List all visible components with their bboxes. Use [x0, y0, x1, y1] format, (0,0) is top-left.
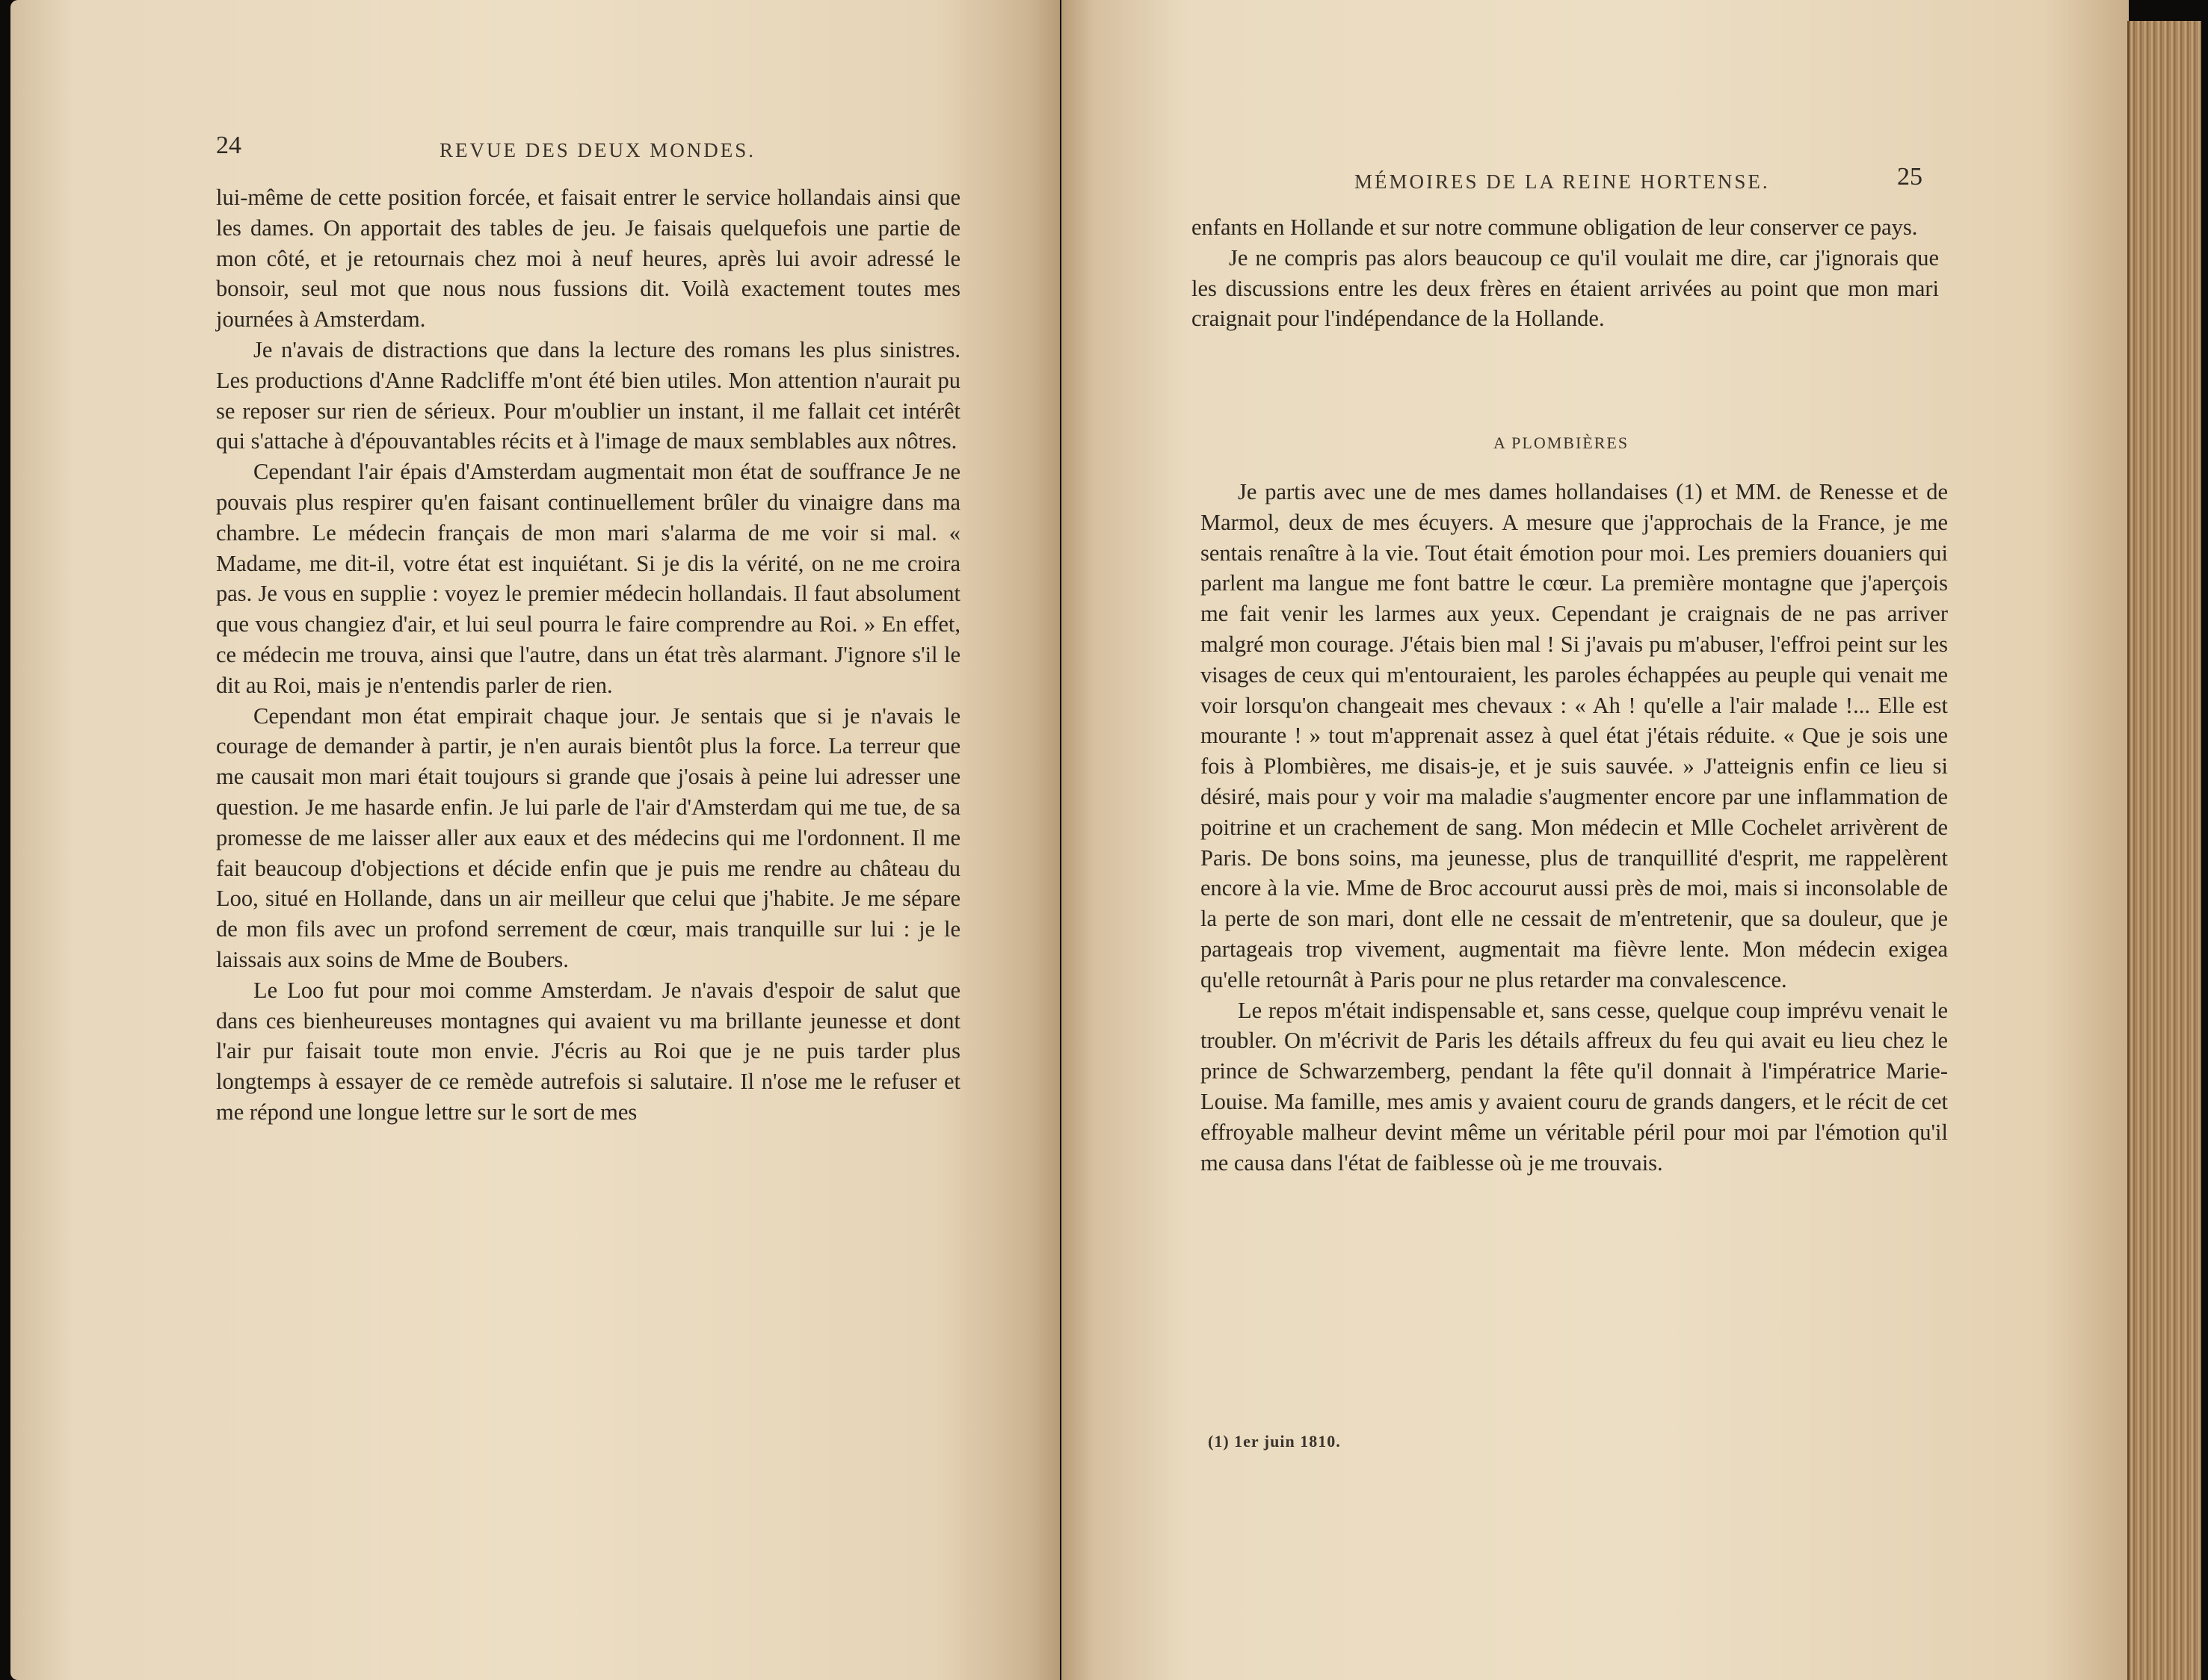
left-paragraph-4: Cependant mon état empirait chaque jour. Je sentais que si je n'avais le courage de demander à partir, je n'en aurais bientôt plus la force. La terreur que me causait mon mari était toujours si grande que j'osais à peine lui adresser une question. Je me hasarde enfin. Je lui parle de l'air d'Amsterdam qui me tue, de sa promesse de me laisser aller aux eaux et des médecins qui me l'ordonnent. Il me fait beaucoup d'objections et décide enfin que je puis me rendre au château du Loo, situé en Hollande, dans un air meilleur que celui que j'habite. Je me sépare de mon fils avec un profond serrement de cœur, mais tranquille sur lui : je le laissais aux soins de Mme de Boubers.	[216, 702, 960, 972]
left-page-number: 24	[216, 132, 241, 159]
left-paragraph-2: Je n'avais de distractions que dans la lecture des romans les plus sinistres. Les productions d'Anne Radcliffe m'ont été bien utiles. Mon attention n'aurait pu se reposer sur rien de sérieux. Pour m'oublier un instant, il me fallait cet intérêt qui s'attache à d'épouvantables récits et à l'image de maux semblables aux nôtres.	[216, 336, 960, 454]
right-page-number: 25	[1897, 163, 1922, 191]
right-paragraph-1: enfants en Hollande et sur notre commune obligation de leur conserver ce pays.	[1191, 214, 1918, 240]
right-running-head: MÉMOIRES DE LA REINE HORTENSE.	[1354, 170, 1770, 193]
left-paragraph-3: Cependant l'air épais d'Amsterdam augmentait mon état de souffrance Je ne pouvais plus respirer qu'en faisant continuellement brûler du vinaigre dans ma chambre. Le médecin français de mon mari s'alarma de me voir si mal. « Madame, me dit-il, votre état est inquiétant. Si je dis la vérité, on ne me croira pas. Je vous en supplie : voyez le premier médecin hollandais. Il faut absolument que vous changiez d'air, et lui seul pourra le faire comprendre au Roi. » En effet, ce médecin me trouva, ainsi que l'autre, dans un état très alarmant. J'ignore s'il le dit au Roi, mais je n'entendis parler de rien.	[216, 459, 960, 698]
right-paragraph-2: Je ne compris pas alors beaucoup ce qu'il voulait me dire, car j'ignorais que les discussions entre les deux frères en étaient arrivées au point que mon mari craignait pour l'indépendance de la Hollande.	[1191, 244, 1939, 332]
right-page-text-bottom	[1200, 477, 1948, 1178]
section-title: A PLOMBIÈRES	[1493, 433, 1629, 452]
right-paragraph-4: Le repos m'était indispensable et, sans cesse, quelque coup imprévu venait le troubler. On m'écrivit de Paris les détails affreux du feu qui avait eu lieu chez le prince de Schwarzemberg, pendant la fête qu'il donnait à l'impératrice Marie-Louise. Ma famille, mes amis y avaient couru de grands dangers, et le récit de cet effroyable malheur devint même un véritable péril pour moi par l'émotion qu'il me causa dans l'état de faiblesse où je me trouvais.	[1200, 997, 1948, 1176]
left-page-text	[216, 182, 960, 1128]
left-running-head: REVUE DES DEUX MONDES.	[440, 139, 756, 161]
left-paragraph-1: lui-même de cette position forcée, et faisait entrer le service hollandais ainsi que les dames. On apportait des tables de jeu. Je faisais quelquefois une partie de mon côté, et je retournais chez moi à neuf heures, après lui avoir adressé le bonsoir, seul mot que nous nous fussions dit. Voilà exactement toutes mes journées à Amsterdam.	[216, 185, 960, 333]
book-fore-edge	[2127, 21, 2201, 1680]
left-page	[10, 0, 1060, 1680]
right-page	[1061, 0, 2129, 1680]
footnote: (1) 1er juin 1810.	[1208, 1432, 1341, 1451]
right-paragraph-3: Je partis avec une de mes dames hollandaises (1) et MM. de Renesse et de Marmol, deux de mes écuyers. A mesure que j'approchais de la France, je me sentais renaître à la vie. Tout était émotion pour moi. Les premiers douaniers qui parlent ma langue me font battre le cœur. La première montagne que j'aperçois me fait venir les larmes aux yeux. Cependant je craignais de ne pas arriver malgré mon courage. J'étais bien mal ! Si j'avais pu m'abuser, l'effroi peint sur les visages de ceux qui m'entouraient, les paroles échappées au peuple qui venait me voir lorsqu'on changeait mes chevaux : « Ah ! qu'elle a l'air malade !... Elle est mourante ! » tout m'apprenait assez à quel état j'étais réduite. « Que je sois une fois à Plombières, me disais-je, et je suis sauvée. » J'atteignis enfin ce lieu si désiré, mais pour y voir ma maladie s'augmenter encore par une inflammation de poitrine et un crachement de sang. Mon médecin et Mlle Cochelet arrivèrent de Paris. De bons soins, ma jeunesse, plus de tranquillité d'esprit, me rappelèrent encore à la vie. Mme de Broc accourut aussi près de moi, mais si inconsolable de la perte de son mari, dont elle ne cessait de m'entretenir, que sa douleur, que je partageais trop vivement, augmentait ma fièvre lente. Mon médecin exigea qu'elle retournât à Paris pour ne plus retarder ma convalescence.	[1200, 479, 1948, 992]
left-paragraph-5: Le Loo fut pour moi comme Amsterdam. Je n'avais d'espoir de salut que dans ces bienheureuses montagnes qui avaient vu ma brillante jeunesse et dont l'air pur faisait toute mon envie. J'écris au Roi que je ne puis tarder plus longtemps à essayer de ce remède autrefois si salutaire. Il n'ose me le refuser et me répond une longue lettre sur le sort de mes	[216, 977, 960, 1125]
right-page-text-top	[1191, 212, 1939, 334]
